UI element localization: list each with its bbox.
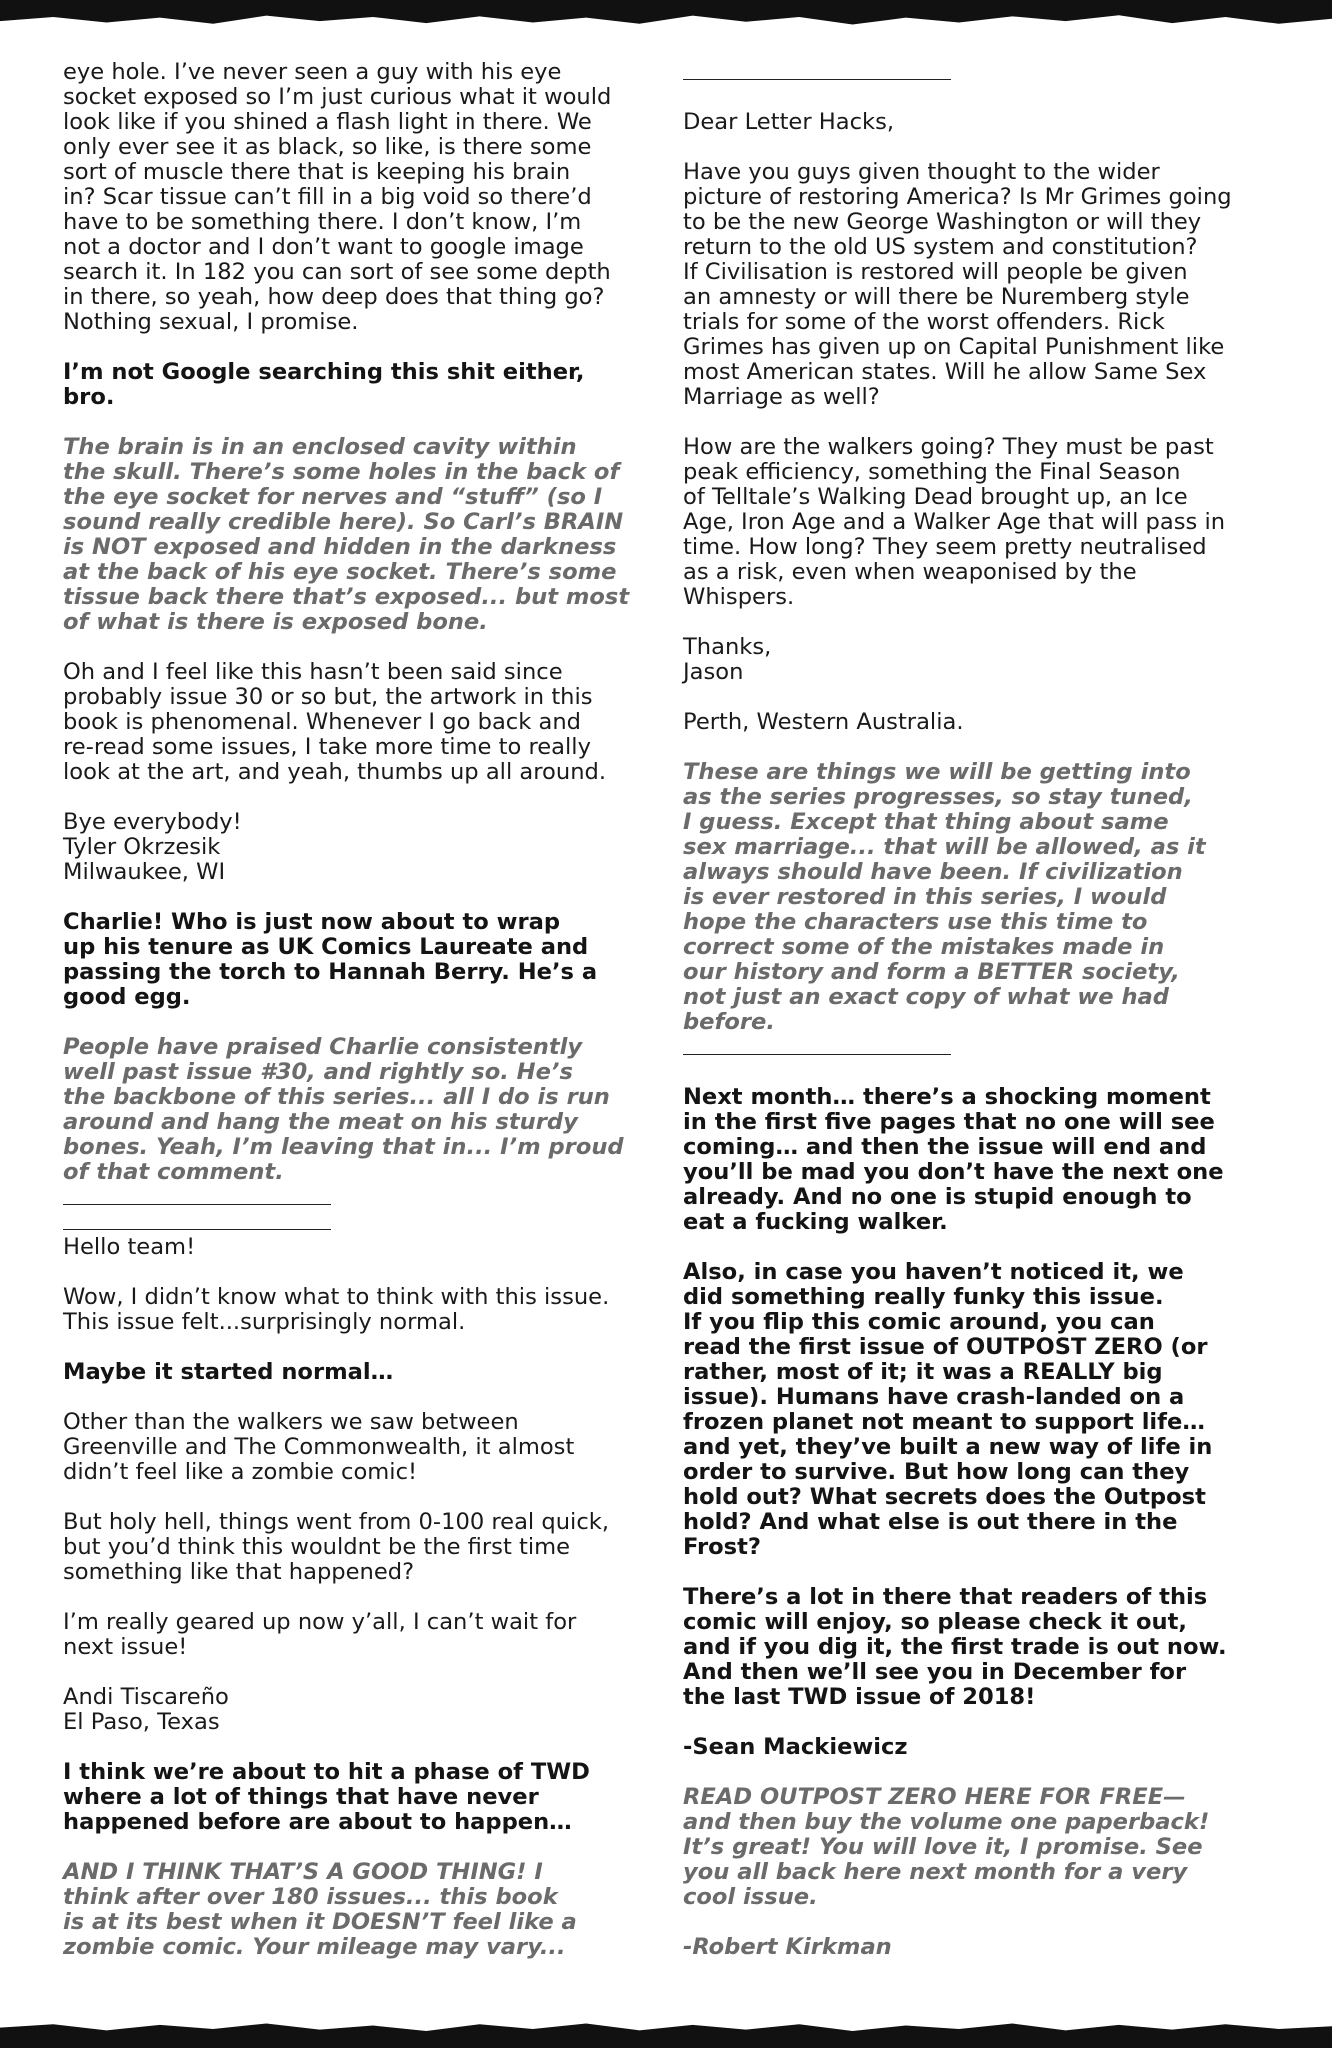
outpost-zero-text: Also, in case you haven’t noticed it, we did something really funky this issue. If you flip this comic around, you can read the first issue of OUTPOST ZERO (or rather, most of it; it was a REALLY big issue). Humans have crash-landed on a frozen planet not meant to support life… and yet, they’ve built a new way of life in order to survive. But how long can they hold out? What secrets does the Outpost hold? And what else is out there in the Frost? xyxy=(683,1259,1213,1560)
letter-signature: Andi Tiscareño El Paso, Texas xyxy=(63,1684,229,1735)
trade-text: There’s a lot in there that readers of this comic will enjoy, so please check it out, and if you dig it, the first trade is out now. And then we’ll see you in December for the last TWD issue of 2018! xyxy=(683,1584,1227,1710)
section-divider xyxy=(683,1035,1283,1060)
section-divider xyxy=(63,1185,663,1210)
letter-text: Oh and I feel like this hasn’t been said since probably issue 30 or so but, the artwork in this book is phenomenal. Whenever I go back and re-read some issues, I take more time to really look at the art, and yeah, thumbs up all around. xyxy=(63,659,607,785)
section-divider xyxy=(683,60,1283,85)
signoff-sean: -Sean Mackiewicz xyxy=(683,1734,908,1760)
letter-greeting: Hello team! xyxy=(63,1234,196,1260)
letter-text: eye hole. I’ve never seen a guy with his eye socket exposed so I’m just curious what it would look like if you shined a flash light in there. We only ever see it as black, so like, is there some sort of muscle there that is keeping his brain in? Scar tissue can’t fill in a big void so there’d have to be something there. I don’t know, I’m not a doctor and I don’t want to google image search it. In 182 you can sort of see some depth in there, so yeah, how deep does that thing go? Nothing sexual, I promise. xyxy=(63,59,612,335)
signoff-kirkman: -Robert Kirkman xyxy=(683,1934,892,1960)
editor-response: Maybe it started normal… xyxy=(63,1359,394,1385)
editor-response: Charlie! Who is just now about to wrap up his tenure as UK Comics Laureate and passing the torch to Hannah Berry. He’s a good egg. xyxy=(63,909,598,1010)
letter-text: But holy hell, things went from 0-100 real quick, but you’d think this wouldnt be the first time something like that happened? xyxy=(63,1509,610,1585)
editor-response: I’m not Google searching this shit either, bro. xyxy=(63,359,585,410)
letter-text: I’m really geared up now y’all, I can’t wait for next issue! xyxy=(63,1609,577,1660)
kirkman-note: READ OUTPOST ZERO HERE FOR FREE— and then buy the volume one paperback! It’s great! You will love it, I promise. See you all back here next month for a very cool issue. xyxy=(683,1784,1210,1910)
editor-response: I think we’re about to hit a phase of TWD where a lot of things that have never happened before are about to happen… xyxy=(63,1759,590,1835)
editor-reply: People have praised Charlie consistently well past issue #30, and rightly so. He’s the backbone of this series... all I do is run around and hang the meat on his sturdy bones. Yeah, I’m leaving that in... I’m proud of that comment. xyxy=(63,1034,624,1185)
spacer xyxy=(683,85,1283,110)
spacer xyxy=(63,1210,663,1235)
letter-text: Other than the walkers we saw between Greenville and The Commonwealth, it almost didn’t feel like a zombie comic! xyxy=(63,1409,575,1485)
torn-bottom-border xyxy=(0,2014,1332,2048)
letter-signature: Bye everybody! Tyler Okrzesik Milwaukee, WI xyxy=(63,809,242,885)
next-month-text: Next month… there’s a shocking moment in the first five pages that no one will see coming… and then the issue will end and you’ll be mad you don’t have the next one already. And no one is stupid enough to eat a fucking walker. xyxy=(683,1084,1224,1235)
spacer xyxy=(683,1060,1283,1085)
letter-text: Have you guys given thought to the wider picture of restoring America? Is Mr Grimes going to be the new George Washington or will they return to the old US system and constitution? If Civilisation is restored will people be given an amnesty or will there be Nuremberg style trials for some of the worst offenders. Rick Grimes has given up on Capital Punishment like most American states. Will he allow Same Sex Marriage as well? xyxy=(683,159,1232,410)
left-column xyxy=(63,60,663,1960)
right-column xyxy=(683,60,1283,1960)
letter-text: How are the walkers going? They must be past peak efficiency, something the Final Season of Telltale’s Walking Dead brought up, an Ice Age, Iron Age and a Walker Age that will pass in time. How long? They seem pretty neutralised as a risk, even when weaponised by the Whispers. xyxy=(683,434,1226,610)
editor-reply: These are things we will be getting into as the series progresses, so stay tuned, I guess. Except that thing about same sex marriage... that will be allowed, as it always should have been. If civilization is ever restored in this series, I would hope the characters use this time to correct some of the mistakes made in our history and form a BETTER society, not just an exact copy of what we had before. xyxy=(683,759,1206,1035)
letter-greeting: Dear Letter Hacks, xyxy=(683,109,895,135)
editor-reply: AND I THINK THAT’S A GOOD THING! I think after over 180 issues... this book is at its best when it DOESN’T feel like a zombie comic. Your mileage may vary... xyxy=(63,1859,577,1960)
letter-location: Perth, Western Australia. xyxy=(683,709,964,735)
letter-signature: Thanks, Jason xyxy=(683,634,772,685)
torn-top-border xyxy=(0,0,1332,34)
letter-text: Wow, I didn’t know what to think with this issue. This issue felt...surprisingly normal. xyxy=(63,1284,610,1335)
editor-reply: The brain is in an enclosed cavity within the skull. There’s some holes in the back of the eye socket for nerves and “stuff” (so I sound really credible here). So Carl’s BRAIN is NOT exposed and hidden in the darkness at the back of his eye socket. There’s some tissue back there that’s exposed... but most of what is there is exposed bone. xyxy=(63,434,630,635)
